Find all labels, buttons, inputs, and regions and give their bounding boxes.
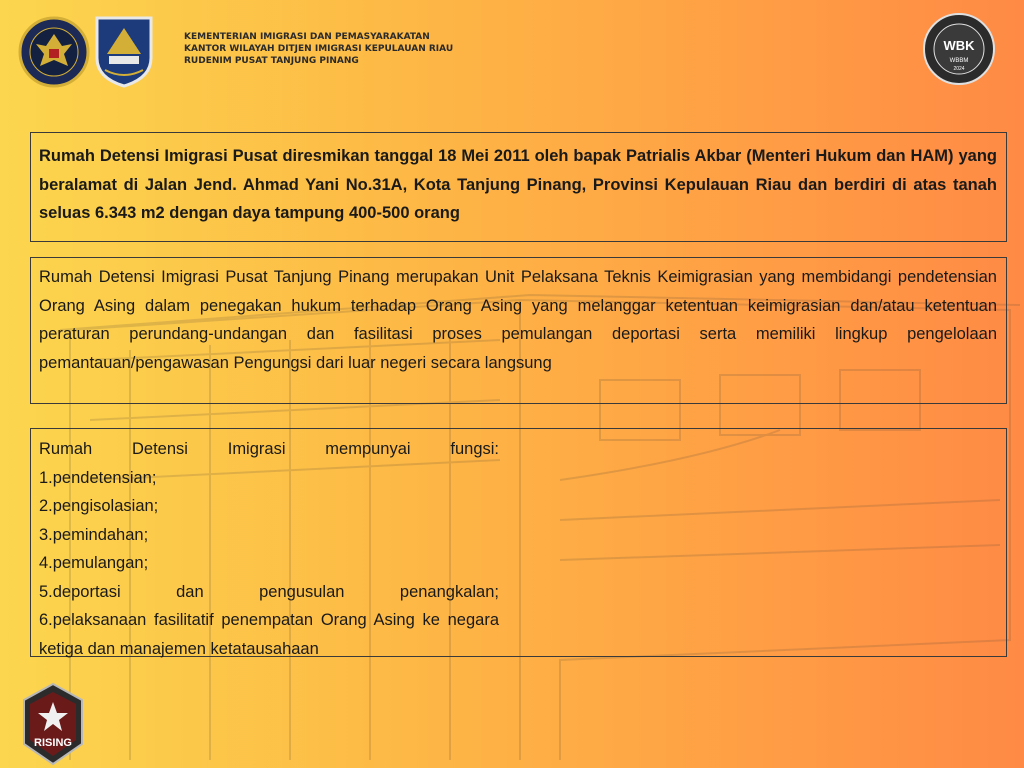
header-line-rudenim: RUDENIM PUSAT TANJUNG PINANG (184, 56, 359, 66)
functions-section (30, 428, 1007, 657)
wbbm-text: WBBM (949, 58, 969, 64)
role-section (30, 257, 1007, 404)
ministry-header (184, 31, 453, 67)
role-paragraph: Rumah Detensi Imigrasi Pusat Tanjung Pinang merupakan Unit Pelaksana Teknis Keimigrasian yang membidangi pendetensian Orang Asing dalam penegakan hukum terhadap Orang Asing yang melanggar ketentuan keimigrasian dan/atau ketentuan peraturan perundang-undangan dan fasilitasi proses pemulangan deportasi serta memiliki lingkup pengelolaan pemantauan/pengawasan Pengungsi dari luar negeri secara langsung (39, 268, 997, 372)
functions-heading: Rumah Detensi Imigrasi mempunyai fungsi: (39, 440, 499, 458)
garuda-emblem-logo (18, 16, 90, 88)
function-item: 4.pemulangan; (39, 554, 149, 572)
function-item: 1.pendetensian; (39, 468, 157, 487)
rising-text: RISING (34, 737, 72, 749)
function-item: 3.pemindahan; (39, 525, 149, 544)
wbk-wbbm-badge-logo (922, 12, 996, 86)
function-item: 6.pelaksanaan fasilitatif penempatan Orang Asing ke negara ketiga dan manajemen ketatausahaan (39, 611, 499, 658)
header-line-regional-office: KANTOR WILAYAH DITJEN IMIGRASI KEPULAUAN RIAU (184, 44, 454, 54)
wbk-text: WBK (943, 38, 975, 53)
rising-badge-logo (20, 682, 86, 766)
wbk-year-text: 2024 (953, 66, 965, 72)
header-line-ministry: KEMENTERIAN IMIGRASI DAN PEMASYARAKATAN (184, 32, 430, 42)
intro-paragraph: Rumah Detensi Imigrasi Pusat diresmikan tanggal 18 Mei 2011 oleh bapak Patrialis Akbar (Menteri Hukum dan HAM) yang beralamat di Jalan Jend. Ahmad Yani No.31A, Kota Tanjung Pinang, Provinsi Kepulauan Riau dan berdiri di atas tanah seluas 6.343 m2 dengan daya tampung 400-500 orang (39, 147, 997, 222)
function-item: 2.pengisolasian; (39, 497, 159, 515)
imigrasi-shield-logo (93, 14, 155, 88)
function-item: 5.deportasi dan pengusulan penangkalan; (39, 582, 499, 601)
intro-section (30, 132, 1007, 242)
functions-list (39, 435, 499, 663)
